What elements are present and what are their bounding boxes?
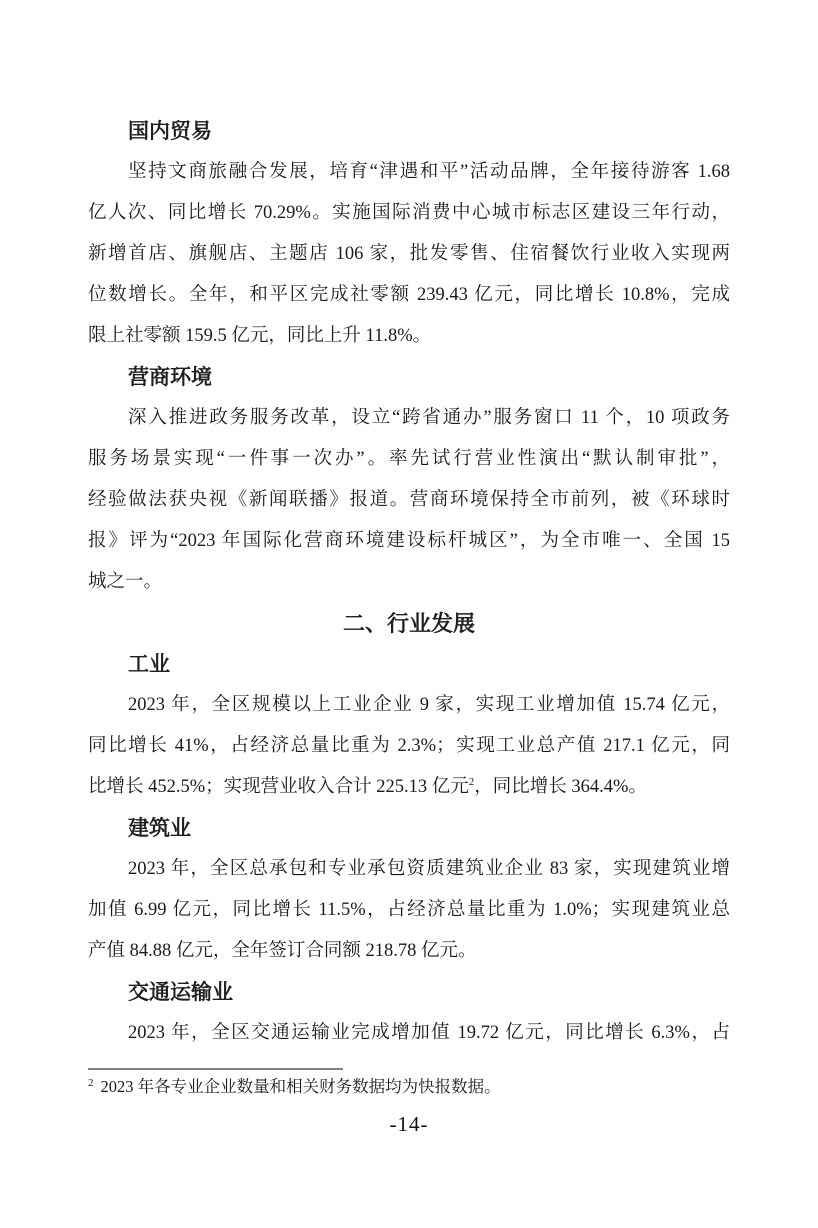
paragraph-line: 加值 6.99 亿元，同比增长 11.5%，占经济总量比重为 1.0%；实现建筑业总 bbox=[88, 900, 730, 920]
document-body bbox=[88, 111, 730, 1054]
section-heading-transportation: 交通运输业 bbox=[128, 981, 233, 1004]
paragraph-line bbox=[88, 767, 730, 808]
line-text: ，同比增长 364.4%。 bbox=[474, 777, 647, 797]
page-number: -14- bbox=[389, 1112, 429, 1136]
paragraph-line: 新增首店、旗舰店、主题店 106 家，批发零售、住宿餐饮行业收入实现两 bbox=[88, 244, 730, 264]
paragraph-line: 同比增长 41%，占经济总量比重为 2.3%；实现工业总产值 217.1 亿元，同 bbox=[88, 736, 730, 756]
paragraph-line: 坚持文商旅融合发展，培育“津遇和平”活动品牌，全年接待游客 1.68 bbox=[128, 162, 730, 182]
paragraph-line: 限上社零额 159.5 亿元，同比上升 11.8%。 bbox=[88, 326, 432, 346]
paragraph-line: 2023 年，全区总承包和专业承包资质建筑业企业 83 家，实现建筑业增 bbox=[128, 859, 730, 879]
footnote-reference-mark: 2 bbox=[468, 775, 475, 788]
paragraph-line: 报》评为“2023 年国际化营商环境建设标杆城区”，为全市唯一、全国 15 bbox=[88, 531, 730, 551]
line-text: 比增长 452.5%；实现营业收入合计 225.13 亿元 bbox=[88, 777, 469, 797]
paragraph-line: 2023 年，全区规模以上工业企业 9 家，实现工业增加值 15.74 亿元， bbox=[128, 695, 730, 715]
footnote-separator-rule bbox=[88, 1068, 343, 1070]
paragraph-line: 位数增长。全年，和平区完成社零额 239.43 亿元，同比增长 10.8%，完成 bbox=[88, 285, 730, 305]
chapter-heading-industry-development: 二、行业发展 bbox=[342, 611, 475, 636]
footnote bbox=[88, 1074, 730, 1100]
footnote-marker: 2 bbox=[88, 1076, 94, 1089]
footnote-text: 2023 年各专业企业数量和相关财务数据均为快报数据。 bbox=[100, 1077, 501, 1096]
section-heading-domestic-trade: 国内贸易 bbox=[128, 120, 212, 143]
paragraph-line: 深入推进政务服务改革，设立“跨省通办”服务窗口 11 个，10 项政务 bbox=[128, 408, 730, 428]
paragraph-line: 2023 年，全区交通运输业完成增加值 19.72 亿元，同比增长 6.3%，占 bbox=[128, 1023, 730, 1043]
paragraph-line: 产值 84.88 亿元，全年签订合同额 218.78 亿元。 bbox=[88, 941, 477, 961]
section-heading-construction: 建筑业 bbox=[128, 817, 191, 840]
section-heading-business-environment: 营商环境 bbox=[128, 366, 212, 389]
paragraph-line: 亿人次、同比增长 70.29%。实施国际消费中心城市标志区建设三年行动， bbox=[88, 203, 730, 223]
paragraph-line: 服务场景实现“一件事一次办”。率先试行营业性演出“默认制审批”， bbox=[88, 449, 730, 469]
paragraph-line: 城之一。 bbox=[88, 572, 163, 592]
paragraph-line: 经验做法获央视《新闻联播》报道。营商环境保持全市前列，被《环球时 bbox=[88, 490, 730, 510]
section-heading-industry: 工业 bbox=[128, 653, 170, 676]
